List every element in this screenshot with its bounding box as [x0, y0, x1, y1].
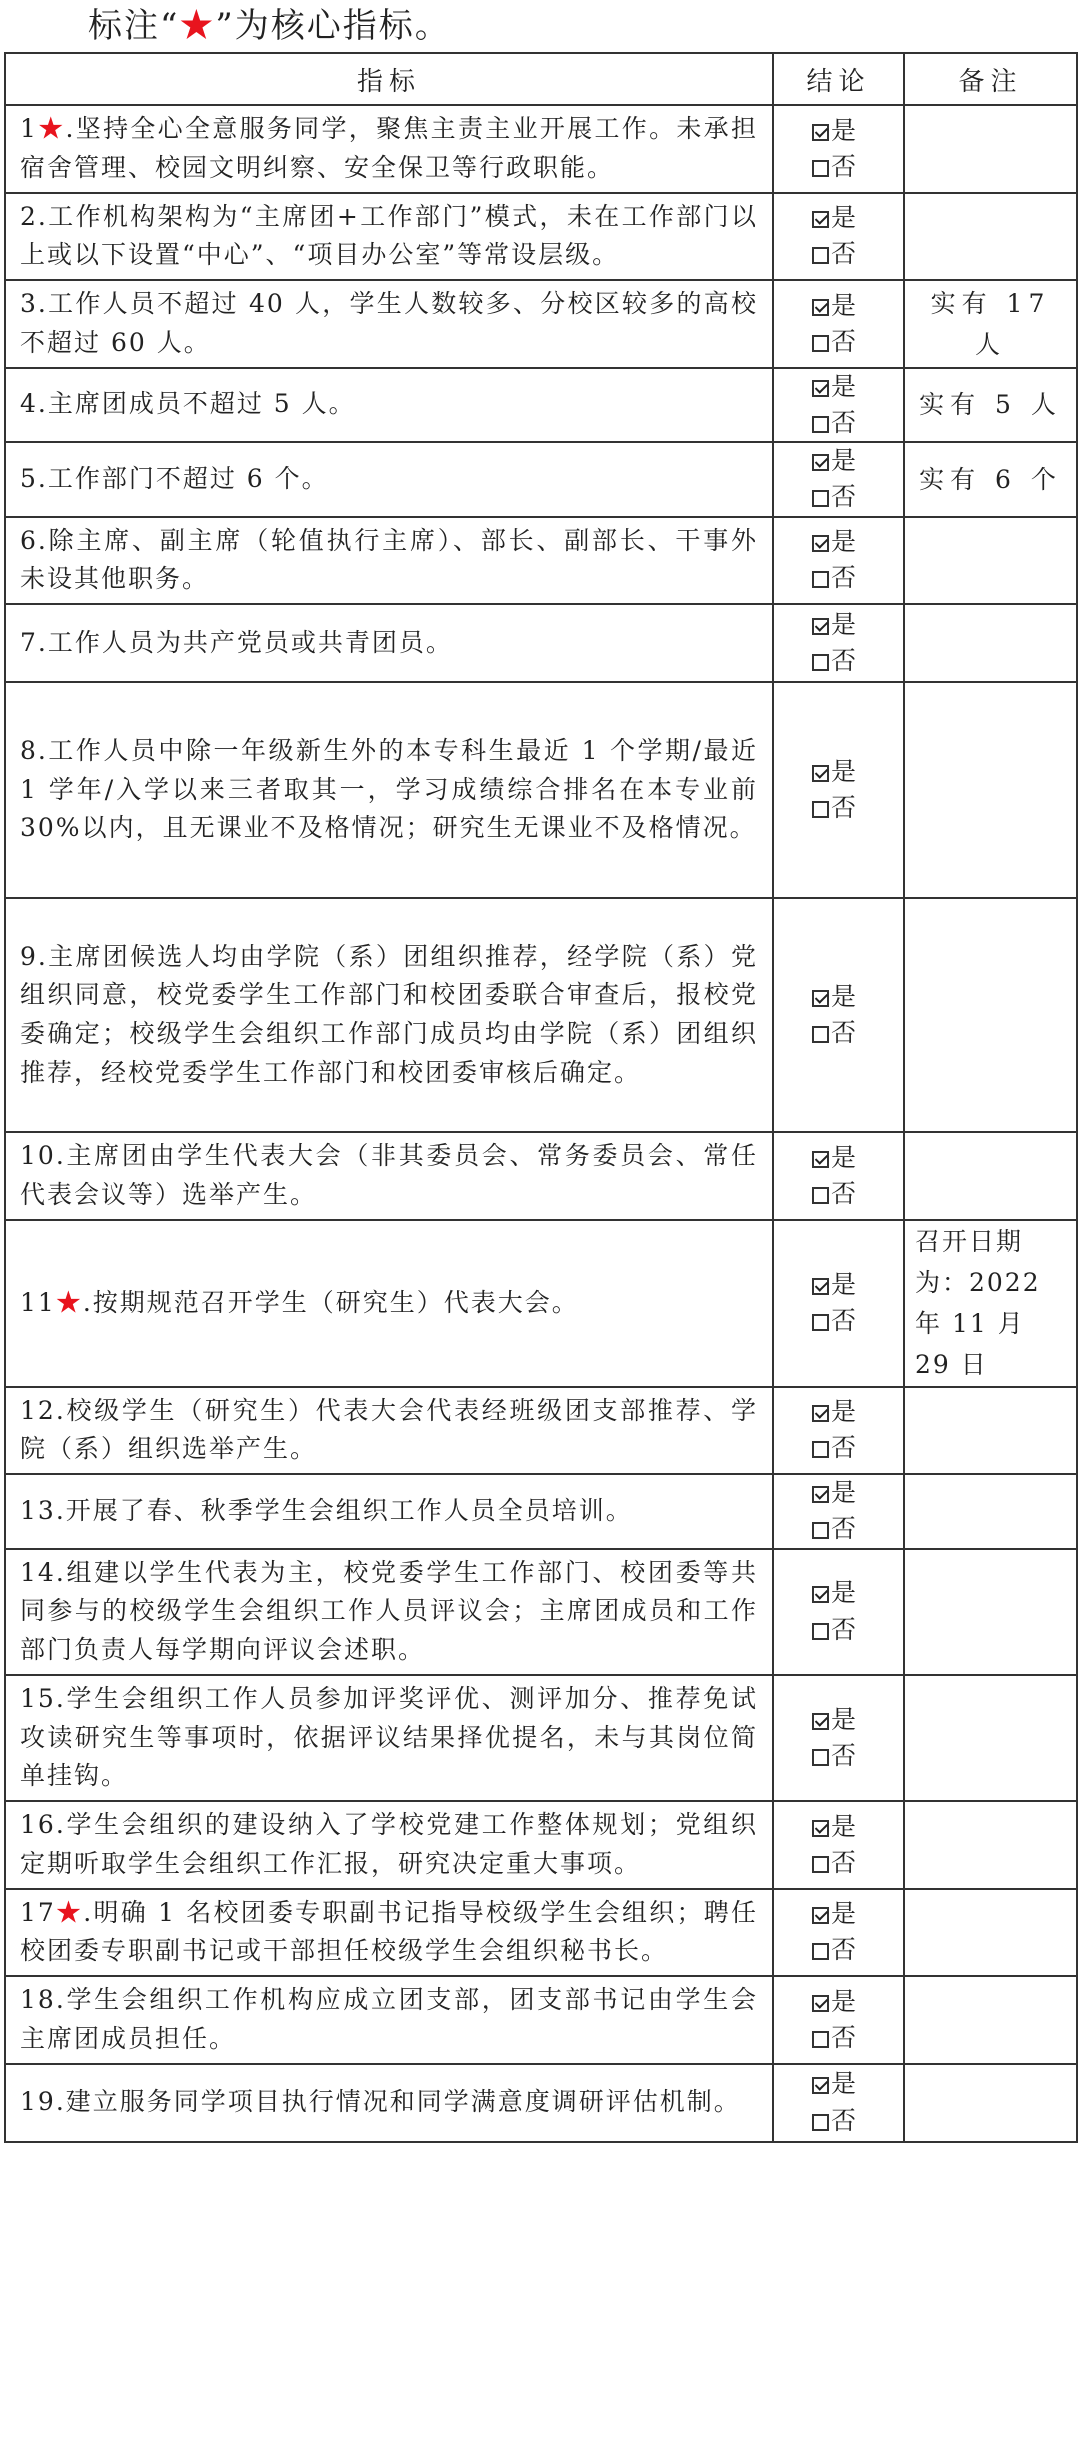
indicator-cell: [5, 1889, 773, 1977]
option-no-label: 否: [831, 1178, 857, 1208]
table-row: [5, 898, 1077, 1132]
option-yes-label: 是: [831, 527, 857, 556]
conclusion-cell: [773, 280, 904, 368]
indicator-cell: [5, 1976, 773, 2064]
remark-cell: [904, 517, 1077, 605]
option-yes-label: 是: [831, 1704, 857, 1734]
option-no[interactable]: [812, 236, 903, 272]
indicator-number: 9: [20, 941, 38, 971]
indicator-cell: [5, 442, 773, 517]
checked-box-icon[interactable]: [812, 1151, 829, 1168]
option-no-label: 否: [831, 563, 857, 593]
indicator-cell: [5, 1220, 773, 1387]
checkbox-icon[interactable]: [812, 1026, 829, 1043]
option-no[interactable]: [812, 1845, 903, 1881]
indicator-cell: [5, 517, 773, 605]
remark-cell: [904, 1675, 1077, 1801]
indicator-number: 13: [20, 1495, 56, 1525]
remark-cell: [904, 2064, 1077, 2142]
indicator-number: 18: [20, 1985, 56, 2014]
star-icon: ★: [55, 1287, 83, 1317]
remark-cell: [904, 682, 1077, 898]
indicator-text: .工作部门不超过 6 个。: [37, 463, 329, 493]
table-row: [5, 2064, 1077, 2142]
option-yes-label: 是: [831, 1986, 857, 2016]
option-yes[interactable]: [812, 1984, 903, 2020]
checkbox-icon[interactable]: [812, 1623, 829, 1640]
indicator-text: .校级学生（研究生）代表大会代表经班级团支部推荐、学院（系）组织选举产生。: [20, 1395, 758, 1464]
remark-cell: [904, 1387, 1077, 1475]
indicator-number: 5: [20, 463, 38, 493]
checkbox-icon[interactable]: [812, 2114, 829, 2131]
remark-cell: [904, 1976, 1077, 2064]
indicator-number: 7: [20, 627, 38, 657]
indicator-number: 2: [20, 201, 38, 231]
indicator-text: .主席团由学生代表大会（非其委员会、常务委员会、常任代表会议等）选举产生。: [20, 1141, 758, 1209]
remark-cell: [904, 105, 1077, 193]
checked-box-icon[interactable]: [812, 1405, 829, 1422]
option-yes[interactable]: [812, 1575, 903, 1611]
checkbox-icon[interactable]: [812, 1856, 829, 1873]
checked-box-icon[interactable]: [812, 2077, 829, 2094]
checked-box-icon[interactable]: [812, 990, 829, 1007]
option-yes-label: 是: [831, 1578, 857, 1608]
indicator-text: .建立服务同学项目执行情况和同学满意度调研评估机制。: [55, 2087, 741, 2117]
indicator-text: .坚持全心全意服务同学，聚焦主责主业开展工作。未承担宿舍管理、校园文明纠察、安全保卫等行政职能。: [20, 114, 758, 182]
checked-box-icon[interactable]: [812, 454, 829, 471]
checked-box-icon[interactable]: [812, 299, 829, 316]
remark-cell: [904, 1132, 1077, 1220]
option-no[interactable]: [812, 1015, 903, 1051]
indicator-text: .学生会组织工作机构应成立团支部，团支部书记由学生会主席团成员担任。: [20, 1985, 758, 2053]
option-no[interactable]: [812, 324, 903, 360]
option-no[interactable]: [812, 1738, 903, 1774]
option-yes-label: 是: [831, 981, 857, 1011]
checked-box-icon[interactable]: [812, 618, 829, 635]
option-no[interactable]: [812, 790, 903, 826]
table-row: [5, 1387, 1077, 1475]
table-row: [5, 1474, 1077, 1549]
checkbox-icon[interactable]: [812, 1187, 829, 1204]
option-yes[interactable]: [812, 607, 903, 643]
indicator-text: .按期规范召开学生（研究生）代表大会。: [82, 1287, 579, 1317]
option-no[interactable]: [812, 1511, 903, 1547]
intro-note: [88, 0, 451, 52]
checkbox-icon[interactable]: [812, 160, 829, 177]
table-row: [5, 1549, 1077, 1675]
table-header-row: [5, 53, 1077, 105]
option-no-label: 否: [831, 1614, 857, 1644]
checked-box-icon[interactable]: [812, 380, 829, 397]
indicator-text: .开展了春、秋季学生会组织工作人员全员培训。: [55, 1495, 633, 1525]
indicator-cell: [5, 682, 773, 898]
indicator-number: 6: [20, 525, 38, 555]
remark-cell: [904, 1549, 1077, 1675]
star-icon: ★: [179, 6, 216, 46]
remark-cell: [904, 1801, 1077, 1889]
option-yes[interactable]: [812, 754, 903, 790]
checked-box-icon[interactable]: [812, 1586, 829, 1603]
checkbox-icon[interactable]: [812, 1522, 829, 1539]
option-no[interactable]: [812, 1303, 903, 1339]
indicator-number: 16: [20, 1810, 56, 1839]
option-no-label: 否: [831, 1514, 857, 1544]
table-row: [5, 1976, 1077, 2064]
conclusion-cell: [773, 1549, 904, 1675]
option-yes[interactable]: [812, 113, 903, 149]
option-no-label: 否: [831, 326, 857, 356]
intro-before: 标注“: [88, 6, 180, 46]
indicator-cell: [5, 604, 773, 682]
remark-cell: [904, 193, 1077, 281]
header-remark: 备注: [904, 53, 1077, 105]
option-no[interactable]: [812, 1176, 903, 1212]
checked-box-icon[interactable]: [812, 1820, 829, 1837]
indicator-number: 1: [20, 114, 38, 143]
option-yes[interactable]: [812, 2066, 903, 2102]
option-no[interactable]: [812, 560, 903, 596]
indicator-text: .主席团候选人均由学院（系）团组织推荐，经学院（系）党组织同意，校党委学生工作部门和校团委联合审查后，报校党委确定；校级学生会组织工作部门成员均由学院（系）团组织推荐，经校党委学生工作部门和校团委审核后确定。: [20, 941, 758, 1087]
checkbox-icon[interactable]: [812, 416, 829, 433]
option-no-label: 否: [831, 646, 857, 675]
option-yes[interactable]: [812, 443, 903, 479]
conclusion-cell: [773, 898, 904, 1132]
checked-box-icon[interactable]: [812, 1278, 829, 1295]
table-row: [5, 368, 1077, 443]
option-no[interactable]: [812, 1612, 903, 1648]
remark-cell: [904, 604, 1077, 682]
conclusion-cell: [773, 1387, 904, 1475]
indicator-cell: [5, 280, 773, 368]
indicator-cell: [5, 1132, 773, 1220]
option-yes[interactable]: [812, 1140, 903, 1176]
indicator-cell: [5, 105, 773, 193]
checkbox-icon[interactable]: [812, 1943, 829, 1960]
conclusion-cell: [773, 1889, 904, 1977]
checkbox-icon[interactable]: [812, 571, 829, 588]
option-yes-label: 是: [831, 2069, 857, 2099]
option-no-label: 否: [831, 482, 857, 512]
option-no-label: 否: [831, 151, 857, 181]
option-yes[interactable]: [812, 1702, 903, 1738]
option-no[interactable]: [812, 1932, 903, 1968]
checkbox-icon[interactable]: [812, 2031, 829, 2048]
indicator-cell: [5, 368, 773, 443]
indicator-cell: [5, 1675, 773, 1801]
checked-box-icon[interactable]: [812, 1486, 829, 1503]
option-no[interactable]: [812, 479, 903, 515]
option-yes-label: 是: [831, 290, 857, 320]
remark-cell: [904, 1474, 1077, 1549]
option-yes-label: 是: [831, 203, 857, 232]
indicator-cell: [5, 898, 773, 1132]
indicator-number: 11: [20, 1287, 56, 1317]
checkbox-icon[interactable]: [812, 490, 829, 507]
option-yes-label: 是: [831, 115, 857, 145]
indicator-number: 8: [20, 735, 38, 765]
option-yes[interactable]: [812, 1809, 903, 1845]
option-no-label: 否: [831, 1433, 857, 1463]
table-row: [5, 517, 1077, 605]
conclusion-cell: [773, 682, 904, 898]
option-no-label: 否: [831, 793, 857, 822]
option-yes-label: 是: [831, 1899, 857, 1928]
option-yes[interactable]: [812, 369, 903, 405]
checkbox-icon[interactable]: [812, 1441, 829, 1458]
conclusion-cell: [773, 517, 904, 605]
option-yes[interactable]: [812, 1267, 903, 1303]
table-row: [5, 1801, 1077, 1889]
remark-cell: [904, 898, 1077, 1132]
indicator-text: .学生会组织的建设纳入了学校党建工作整体规划；党组织定期听取学生会组织工作汇报，研究决定重大事项。: [20, 1810, 758, 1878]
conclusion-cell: [773, 604, 904, 682]
header-indicator: 指标: [5, 53, 773, 105]
option-no[interactable]: [812, 405, 903, 441]
conclusion-cell: [773, 105, 904, 193]
table-row: [5, 1889, 1077, 1977]
option-yes-label: 是: [831, 371, 857, 401]
option-yes-label: 是: [831, 1811, 857, 1841]
checked-box-icon[interactable]: [812, 535, 829, 552]
conclusion-cell: [773, 1474, 904, 1549]
indicator-text: .工作机构架构为“主席团+工作部门”模式，未在工作部门以上或以下设置“中心”、“项目办公室”等常设层级。: [20, 201, 758, 270]
conclusion-cell: [773, 1132, 904, 1220]
option-no-label: 否: [831, 239, 857, 269]
conclusion-cell: [773, 1220, 904, 1387]
indicator-cell: [5, 1387, 773, 1475]
indicator-number: 4: [20, 389, 38, 419]
option-no[interactable]: [812, 2020, 903, 2056]
conclusion-cell: [773, 193, 904, 281]
option-no-label: 否: [831, 2105, 857, 2135]
table-row: [5, 442, 1077, 517]
table-row: [5, 604, 1077, 682]
checkbox-icon[interactable]: [812, 247, 829, 264]
indicator-text: .明确 1 名校团委专职副书记指导校级学生会组织；聘任校团委专职副书记或干部担任校级学生会组织秘书长。: [20, 1897, 758, 1966]
option-no-label: 否: [831, 1847, 857, 1877]
option-no-label: 否: [831, 1018, 857, 1047]
indicator-number: 15: [20, 1683, 56, 1713]
intro-after: ”为核心指标。: [215, 6, 451, 46]
indicator-cell: [5, 2064, 773, 2142]
option-yes[interactable]: [812, 1475, 903, 1511]
indicator-number: 17: [20, 1897, 56, 1927]
remark-cell: 召开日期为：2022 年 11 月 29 日: [904, 1220, 1077, 1387]
remark-cell: 实有 17 人: [904, 280, 1077, 368]
checked-box-icon[interactable]: [812, 1995, 829, 2012]
indicator-text: .工作人员中除一年级新生外的本专科生最近 1 个学期/最近 1 学年/入学以来三者取其一，学习成绩综合排名在本专业前 30%以内，且无课业不及格情况；研究生无课业不及格情况。: [20, 735, 758, 843]
checked-box-icon[interactable]: [812, 1713, 829, 1730]
checkbox-icon[interactable]: [812, 335, 829, 352]
indicator-table: [4, 52, 1078, 2143]
table-row: [5, 280, 1077, 368]
indicator-cell: [5, 1801, 773, 1889]
indicator-text: .主席团成员不超过 5 人。: [37, 389, 356, 419]
option-no-label: 否: [831, 1740, 857, 1770]
conclusion-cell: [773, 1801, 904, 1889]
indicator-number: 19: [20, 2087, 56, 2117]
remark-cell: 实有 6 个: [904, 442, 1077, 517]
indicator-cell: [5, 1474, 773, 1549]
star-icon: ★: [37, 114, 66, 143]
option-yes[interactable]: [812, 1394, 903, 1430]
checked-box-icon[interactable]: [812, 765, 829, 782]
checked-box-icon[interactable]: [812, 1907, 829, 1924]
indicator-number: 12: [20, 1395, 56, 1425]
option-yes[interactable]: [812, 979, 903, 1015]
header-conclusion: 结论: [773, 53, 904, 105]
conclusion-cell: [773, 1976, 904, 2064]
option-no[interactable]: [812, 643, 903, 679]
checkbox-icon[interactable]: [812, 1749, 829, 1766]
table-row: [5, 193, 1077, 281]
checkbox-icon[interactable]: [812, 801, 829, 818]
option-no-label: 否: [831, 1935, 857, 1965]
option-yes-label: 是: [831, 1269, 857, 1299]
indicator-text: .除主席、副主席（轮值执行主席）、部长、副部长、干事外未设其他职务。: [20, 525, 758, 594]
table-row: [5, 1132, 1077, 1220]
table-row: [5, 1220, 1077, 1387]
option-yes-label: 是: [831, 1397, 857, 1426]
option-yes[interactable]: [812, 1896, 903, 1932]
indicator-text: .组建以学生代表为主，校党委学生工作部门、校团委等共同参与的校级学生会组织工作人员评议会；主席团成员和工作部门负责人每学期向评议会述职。: [20, 1557, 758, 1664]
remark-cell: [904, 1889, 1077, 1977]
option-yes-label: 是: [831, 609, 857, 639]
indicator-number: 14: [20, 1557, 56, 1587]
conclusion-cell: [773, 2064, 904, 2142]
option-yes-label: 是: [831, 756, 857, 786]
conclusion-cell: [773, 368, 904, 443]
indicator-cell: [5, 193, 773, 281]
checkbox-icon[interactable]: [812, 1314, 829, 1331]
checked-box-icon[interactable]: [812, 124, 829, 141]
option-no-label: 否: [831, 407, 857, 437]
indicator-number: 10: [20, 1141, 56, 1170]
remark-cell: 实有 5 人: [904, 368, 1077, 443]
checked-box-icon[interactable]: [812, 211, 829, 228]
option-no[interactable]: [812, 149, 903, 185]
table-row: [5, 1675, 1077, 1801]
table-row: [5, 682, 1077, 898]
indicator-text: .学生会组织工作人员参加评奖评优、测评加分、推荐免试攻读研究生等事项时，依据评议结果择优提名，未与其岗位简单挂钩。: [20, 1683, 758, 1791]
indicator-text: .工作人员不超过 40 人，学生人数较多、分校区较多的高校不超过 60 人。: [20, 289, 758, 357]
indicator-text: .工作人员为共产党员或共青团员。: [37, 627, 453, 657]
option-no[interactable]: [812, 2103, 903, 2139]
star-icon: ★: [55, 1897, 84, 1927]
option-yes-label: 是: [831, 1478, 857, 1507]
option-yes[interactable]: [812, 288, 903, 324]
option-yes[interactable]: [812, 524, 903, 560]
option-yes[interactable]: [812, 200, 903, 236]
option-no-label: 否: [831, 2022, 857, 2052]
conclusion-cell: [773, 442, 904, 517]
indicator-cell: [5, 1549, 773, 1675]
indicator-number: 3: [20, 289, 38, 318]
checkbox-icon[interactable]: [812, 654, 829, 671]
option-no[interactable]: [812, 1430, 903, 1466]
option-no-label: 否: [831, 1306, 857, 1335]
option-yes-label: 是: [831, 446, 857, 475]
option-yes-label: 是: [831, 1142, 857, 1172]
table-row: [5, 105, 1077, 193]
conclusion-cell: [773, 1675, 904, 1801]
